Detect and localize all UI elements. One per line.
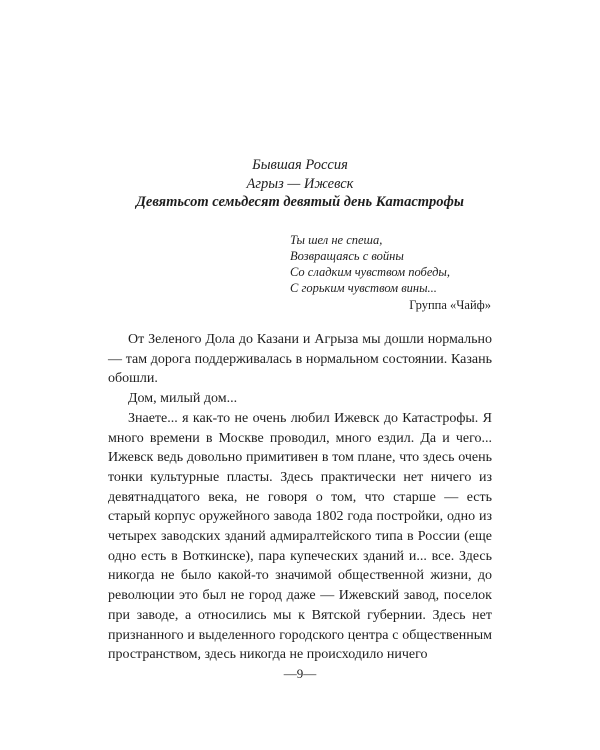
chapter-route: Агрыз — Ижевск: [246, 176, 354, 192]
paragraph: Дом, милый дом...: [128, 391, 238, 407]
epigraph-line: Возвращаясь с войны: [290, 249, 404, 263]
chapter-day-title: Девятьсот семьдесят девятый день Катастрофы: [136, 194, 464, 210]
page-number: —9—: [283, 666, 317, 681]
body-text: [108, 330, 492, 665]
paragraph: От Зеленого Дола до Казани и Агрыза мы дошли нормально — там дорога поддерживалась в нормальном состоянии. Казань обошли.: [108, 332, 492, 387]
epigraph-line: С горьким чувством вины...: [290, 281, 437, 295]
epigraph-line: Со сладким чувством победы,: [290, 265, 450, 279]
epigraph-attribution: Группа «Чайф»: [409, 298, 491, 312]
epigraph: [290, 232, 490, 296]
epigraph-line: Ты шел не спеша,: [290, 233, 383, 247]
paragraph: Знаете... я как-то не очень любил Ижевск до Катастрофы. Я много времени в Москве проводил, много ездил. Да и чего... Ижевск ведь довольно примитивен в том плане, что здесь очень тонки культурные пласты. Здесь практически нет ничего из девятнадцатого века, не говоря о том, что старше — есть старый корпус оружейного завода 1802 года постройки, одно из четырех заводских зданий адмиралтейского типа в России (еще одно есть в Воткинске), пара купеческих зданий и... все. Здесь никогда не было какой-то значимой общественной жизни, до революции это был не город даже — Ижевский завод, поселок при заводе, а относились мы к Вятской губернии. Здесь нет признанного и выделенного городского центра с общественным пространством, здесь никогда не происходило ничего: [108, 410, 492, 663]
chapter-location: Бывшая Россия: [252, 157, 348, 173]
